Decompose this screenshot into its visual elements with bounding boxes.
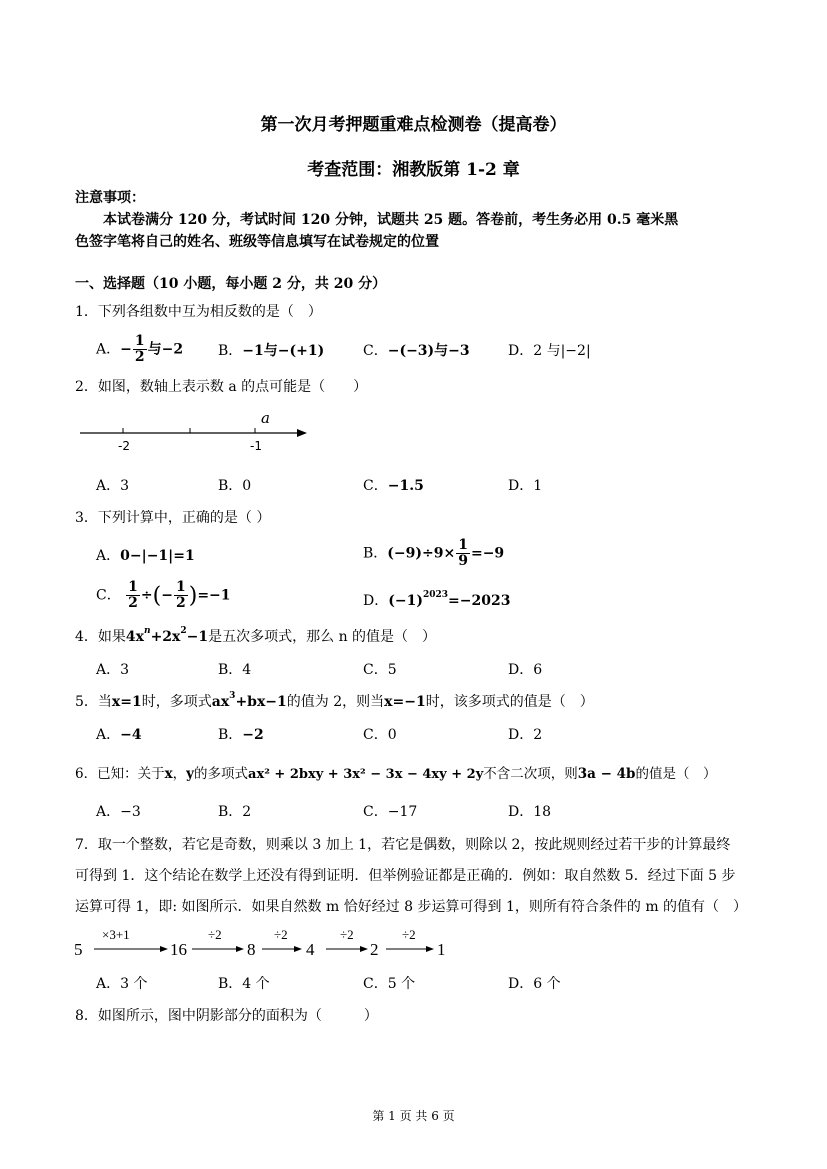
exponent: 2023 (422, 590, 449, 600)
axis-arrow-icon (297, 429, 307, 437)
chain-value: 16 (170, 940, 187, 959)
q5-option-c: C．0 (363, 727, 397, 743)
arrow-icon (294, 946, 302, 952)
minus-sign: − (161, 587, 173, 604)
fraction (174, 580, 188, 611)
q7-line-2: 可得到 1．这个结论在数学上还没有得到证明．但举例验证都是正确的．例如：取自然数 5．经过下面 5 步 (75, 868, 736, 884)
denominator: 2 (128, 595, 138, 611)
q2-option-d: D．1 (508, 478, 543, 494)
option-text: −4 (120, 727, 142, 743)
stem-text: 4．如果 (75, 629, 126, 645)
option-label: B． (218, 343, 243, 359)
q2-option-c (363, 475, 424, 495)
minus-sign: − (120, 341, 132, 358)
q2-stem: 2．如图，数轴上表示数 a 的点可能是（ ） (75, 379, 368, 395)
expression-part: +2x (150, 629, 181, 645)
option-text: −2 (242, 727, 264, 743)
option-label: C． (363, 478, 388, 494)
expression-part: ax² + 2bxy + 3x² − 3x − 4xy + 2y (248, 767, 484, 782)
chain-value: 1 (437, 940, 446, 959)
operation-label: ÷2 (208, 927, 222, 942)
page-subtitle: 考查范围：湘教版第 1-2 章 (307, 160, 520, 180)
q1-option-d (508, 340, 591, 360)
q3-option-d (363, 590, 510, 610)
q7-operation-chain (72, 925, 452, 963)
q6-option-c: C．−17 (363, 804, 418, 820)
q6-option-a: A．−3 (96, 804, 141, 820)
tick-label: -1 (250, 439, 262, 453)
option-text: 2 与|−2| (533, 343, 591, 359)
numerator: 1 (128, 579, 138, 595)
q4-option-a: A．3 (96, 662, 130, 678)
q7-option-a: A．3 个 (96, 976, 148, 992)
arrow-icon (236, 946, 244, 952)
q7-option-c: C．5 个 (363, 976, 416, 992)
chain-value: 8 (247, 940, 256, 959)
stem-text: 的值是（ ） (635, 766, 717, 782)
denominator: 2 (134, 349, 145, 365)
exponent: 3 (229, 691, 236, 701)
option-label: C． (363, 343, 388, 359)
option-label: A． (96, 548, 121, 564)
chain-number (74, 940, 83, 959)
q4-stem (75, 626, 436, 646)
q1-option-a (96, 334, 183, 365)
q7-line-1: 7．取一个整数，若它是奇数，则乘以 3 加上 1，若它是偶数，则除以 2，按此规则经过若干步的计算最终 (75, 837, 731, 853)
q1-option-c (363, 340, 470, 360)
option-text: −(−3)与−3 (387, 343, 470, 359)
expression-part: (−1) (388, 593, 423, 609)
expression-part: ax (211, 694, 230, 710)
operation-label: ×3+1 (102, 927, 130, 942)
separator: ， (172, 766, 187, 782)
option-label: A． (96, 341, 121, 358)
q5-option-d: D．2 (508, 727, 543, 743)
fraction (456, 538, 470, 569)
expression-part: +bx−1 (235, 694, 287, 710)
arrow-icon (426, 946, 434, 952)
q1-stem: 1．下列各组数中互为相反数的是（ ） (75, 304, 322, 320)
option-text: −1.5 (387, 478, 424, 494)
fraction (126, 580, 140, 611)
stem-text: 6．已知：关于 (75, 766, 165, 782)
expression-part: x=1 (111, 694, 142, 710)
page-title: 第一次月考押题重难点检测卷（提高卷） (260, 115, 567, 135)
stem-text: 的多项式 (194, 766, 249, 782)
fraction (133, 334, 147, 365)
stem-text: 时，多项式 (141, 694, 212, 710)
tick-label: -2 (118, 439, 130, 453)
option-label: B． (218, 727, 243, 743)
expression-part: (−9)÷9× (387, 545, 456, 562)
q3-option-b (363, 538, 504, 569)
stem-text: 的值为 2，则当 (286, 694, 385, 710)
denominator: 2 (175, 595, 186, 611)
chain-value: 5 (74, 940, 83, 959)
numerator: 1 (134, 333, 145, 349)
stem-text: 5．当 (75, 694, 112, 710)
expression-part: 3a − 4b (577, 766, 636, 782)
expression-part: −1 (186, 629, 209, 645)
arrow-icon (160, 946, 168, 952)
q3-stem: 3．下列计算中，正确的是（ ） (75, 510, 271, 526)
expression-part: =−1 (197, 587, 231, 604)
operation-label: ÷2 (340, 927, 354, 942)
exponent: 2 (180, 626, 187, 636)
option-text: 0−|−1|=1 (120, 548, 195, 564)
page-footer: 第 1 页 共 6 页 (372, 1109, 455, 1123)
number-line-figure (75, 405, 315, 457)
arrow-icon (360, 946, 368, 952)
q8-stem: 8．如图所示，图中阴影部分的面积为（ ） (75, 1008, 378, 1024)
q4-option-b: B．4 (218, 662, 252, 678)
q2-option-b: B．0 (218, 478, 252, 494)
expression-part: x=−1 (384, 694, 426, 710)
q7-option-d: D．6 个 (508, 976, 561, 992)
q1-option-b (218, 340, 324, 360)
q3-option-c: C． $\frac{1}{2}$ ÷(− $\frac{1}{2}$ )=−1 (96, 579, 231, 611)
notice-line-1: 本试卷满分 120 分，考试时间 120 分钟，试题共 25 题。答卷前，考生务必用 0.5 毫米黑 (103, 212, 679, 228)
notice-heading: 注意事项： (75, 190, 145, 206)
option-label: D． (363, 593, 389, 609)
chain-value: 4 (306, 940, 315, 959)
exponent: n (144, 626, 151, 636)
notice-line-2: 色签字笔将自己的姓名、班级等信息填写在试卷规定的位置 (75, 234, 439, 250)
expression-part: =−9 (470, 545, 505, 562)
operation-label: ÷2 (274, 927, 288, 942)
stem-text: 是五次多项式，那么 n 的值是（ ） (208, 629, 437, 645)
option-label: D． (508, 343, 534, 359)
axis-variable-label: a (261, 409, 270, 427)
q5-option-b (218, 724, 264, 744)
option-text: −1与−(+1) (242, 343, 325, 359)
q2-option-a: A．3 (96, 478, 130, 494)
variable: x (164, 766, 173, 782)
variable: y (186, 766, 195, 782)
operation-label: ÷2 (402, 927, 416, 942)
option-text: 与−2 (147, 341, 184, 358)
denominator: 9 (458, 553, 468, 569)
stem-text: 不含二次项，则 (483, 766, 578, 782)
q6-option-d: D．18 (508, 804, 552, 820)
q6-option-b: B．2 (218, 804, 252, 820)
expression-part: =−2023 (448, 593, 511, 609)
divide-sign: ÷ (140, 587, 153, 604)
q7-option-b: B．4 个 (218, 976, 270, 992)
numerator: 1 (458, 537, 468, 553)
numerator: 1 (175, 579, 186, 595)
expression-part: 4x (125, 629, 145, 645)
q4-option-d: D．6 (508, 662, 543, 678)
q5-stem (75, 691, 594, 711)
stem-text: 时，该多项式的值是（ ） (425, 694, 594, 710)
option-label: C． (96, 587, 121, 604)
chain-value: 2 (370, 940, 379, 959)
option-label: A． (96, 727, 121, 743)
q5-option-a (96, 724, 142, 744)
q3-option-a (96, 545, 195, 565)
q7-line-3: 运算可得 1，即: 如图所示．如果自然数 m 恰好经过 8 步运算可得到 1，则所有符合条件的 m 的值有（ ） (75, 899, 748, 915)
option-label: B． (363, 545, 388, 562)
q4-option-c: C．5 (363, 662, 397, 678)
section-heading: 一、选择题（10 小题，每小题 2 分，共 20 分） (75, 276, 387, 292)
q6-stem (75, 762, 716, 782)
